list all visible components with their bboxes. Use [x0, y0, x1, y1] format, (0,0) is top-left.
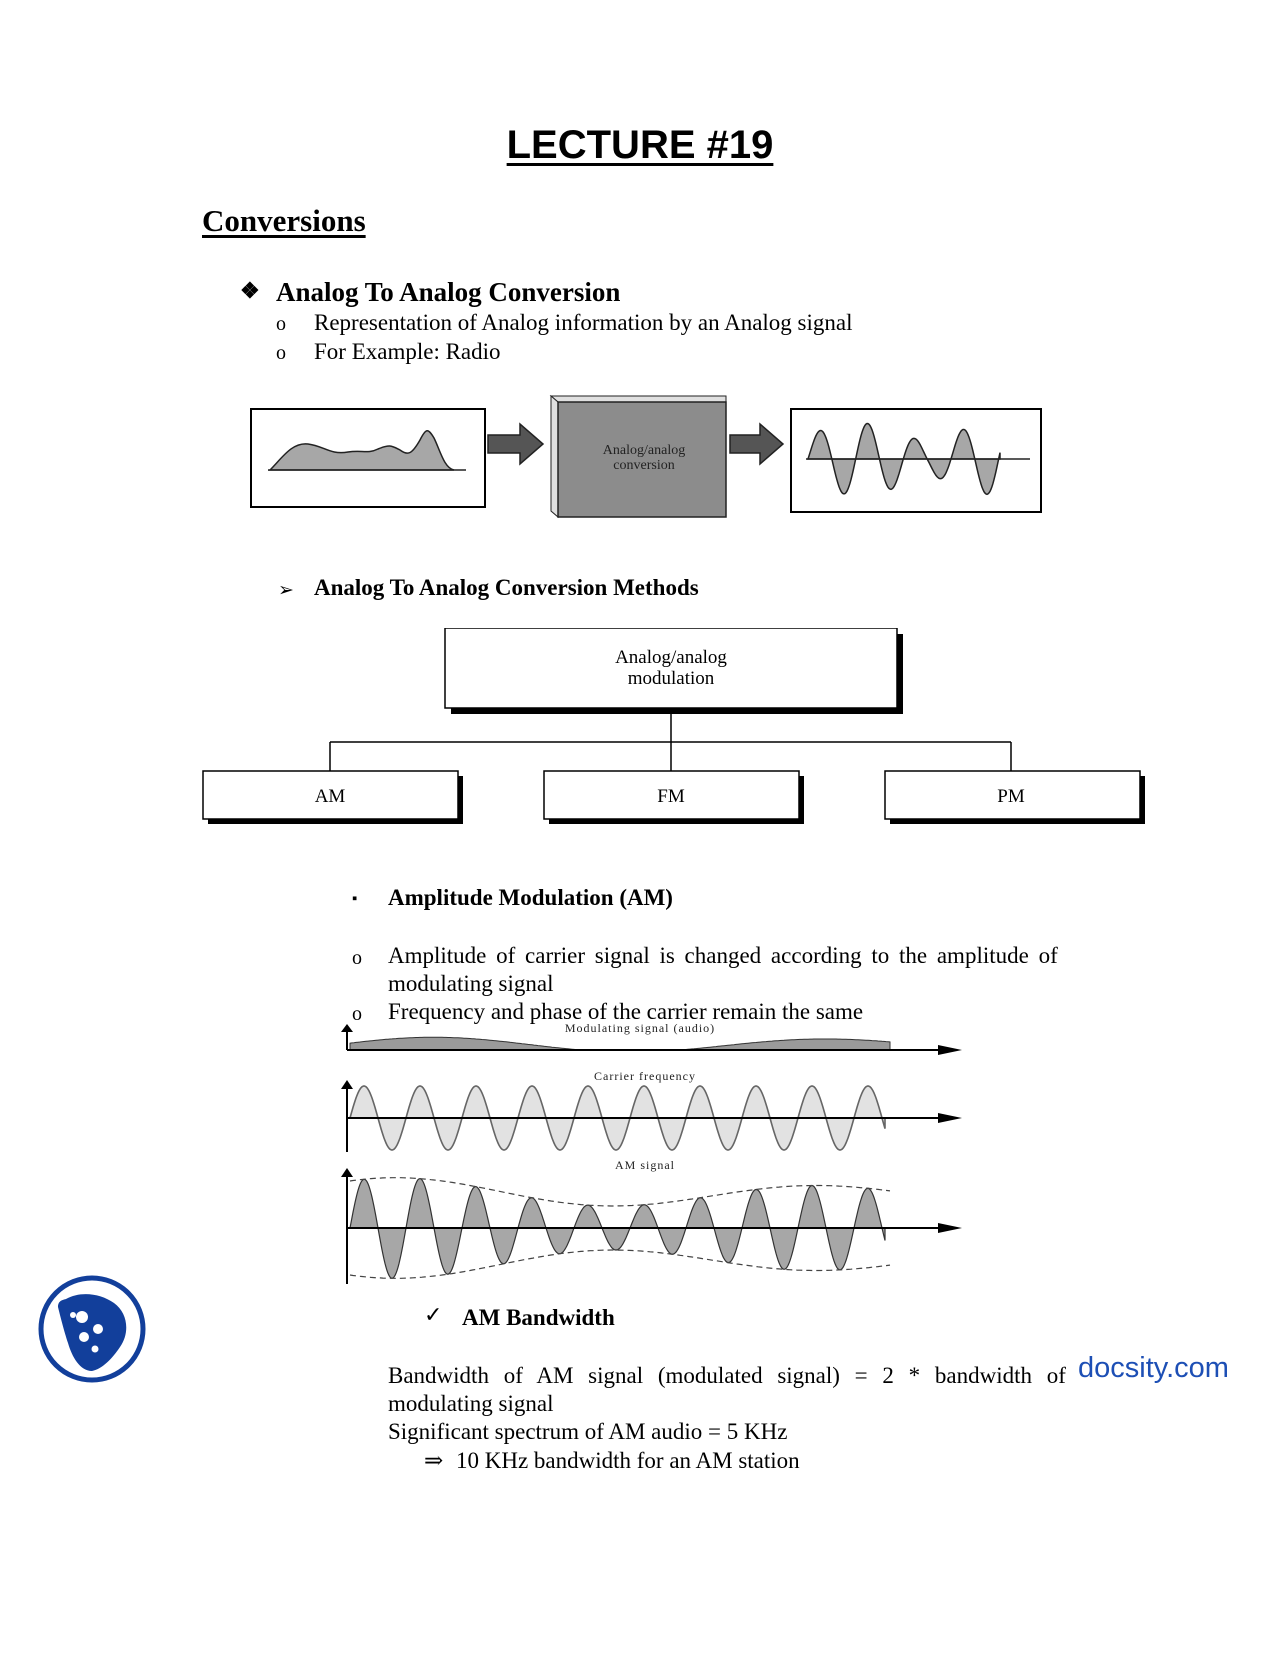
bandwidth-line-1: Bandwidth of AM signal (modulated signal) = 2 * bandwidth of	[388, 1363, 1066, 1388]
root-label-1: Analog/analog	[615, 647, 727, 668]
right-arrow-icon	[488, 424, 543, 464]
analog-conversion-diagram	[240, 392, 1060, 522]
axis-arrow-icon	[938, 1045, 962, 1055]
axis-arrow-icon	[938, 1113, 962, 1123]
pm-box-label: PM	[997, 786, 1025, 807]
bandwidth-line-2: modulating signal	[388, 1391, 554, 1416]
envelope-bottom	[350, 1250, 890, 1278]
square-bullet-icon: ▪	[352, 891, 358, 907]
analog-conversion-heading: Analog To Analog Conversion	[276, 277, 621, 307]
docsity-logo-icon	[36, 1273, 148, 1385]
conversion-box-label-1: Analog/analog	[602, 443, 686, 458]
right-arrow-icon	[730, 424, 783, 464]
docsity-brand: docsity.com	[1078, 1352, 1229, 1384]
sub-bullet-icon: o	[352, 1003, 362, 1025]
fm-box-label: FM	[657, 786, 685, 807]
list-item: For Example: Radio	[314, 339, 501, 364]
sub-bullet-icon: o	[352, 947, 362, 969]
output-signal-box	[791, 409, 1041, 512]
section-heading: Conversions	[202, 203, 366, 238]
diamond-bullet-icon: ❖	[240, 278, 260, 303]
modulating-waveform	[350, 1037, 890, 1050]
conversion-box-label-2: conversion	[613, 458, 675, 473]
am-point-1-line-2: modulating signal	[388, 971, 554, 996]
am-heading: Amplitude Modulation (AM)	[388, 885, 673, 910]
methods-heading: Analog To Analog Conversion Methods	[314, 575, 699, 600]
checkmark-icon: ✓	[424, 1302, 443, 1327]
am-point-2: Frequency and phase of the carrier remain the same	[388, 999, 864, 1024]
carrier-label: Carrier frequency	[594, 1069, 696, 1083]
implies-icon: ⇒	[424, 1448, 444, 1473]
root-label-2: modulation	[627, 668, 715, 689]
am-signal-label: AM signal	[615, 1158, 675, 1172]
modulation-tree-diagram	[200, 628, 1160, 828]
sub-bullet-icon: o	[276, 342, 286, 364]
bandwidth-line-4: 10 KHz bandwidth for an AM station	[456, 1448, 800, 1473]
modulating-label: Modulating signal (audio)	[564, 1022, 716, 1035]
am-waveform-diagram	[330, 1022, 970, 1292]
arrow-bullet-icon: ➢	[278, 580, 294, 601]
am-box-label: AM	[314, 786, 346, 807]
bandwidth-heading: AM Bandwidth	[462, 1305, 615, 1330]
bandwidth-line-3: Significant spectrum of AM audio = 5 KHz	[388, 1419, 788, 1444]
page-title: LECTURE #19	[506, 123, 774, 167]
axis-arrow-icon	[938, 1223, 962, 1233]
list-item: Representation of Analog information by an Analog signal	[314, 310, 853, 335]
sub-bullet-icon: o	[276, 313, 286, 335]
am-point-1-line-1: Amplitude of carrier signal is changed according to the amplitude of	[388, 943, 1058, 968]
